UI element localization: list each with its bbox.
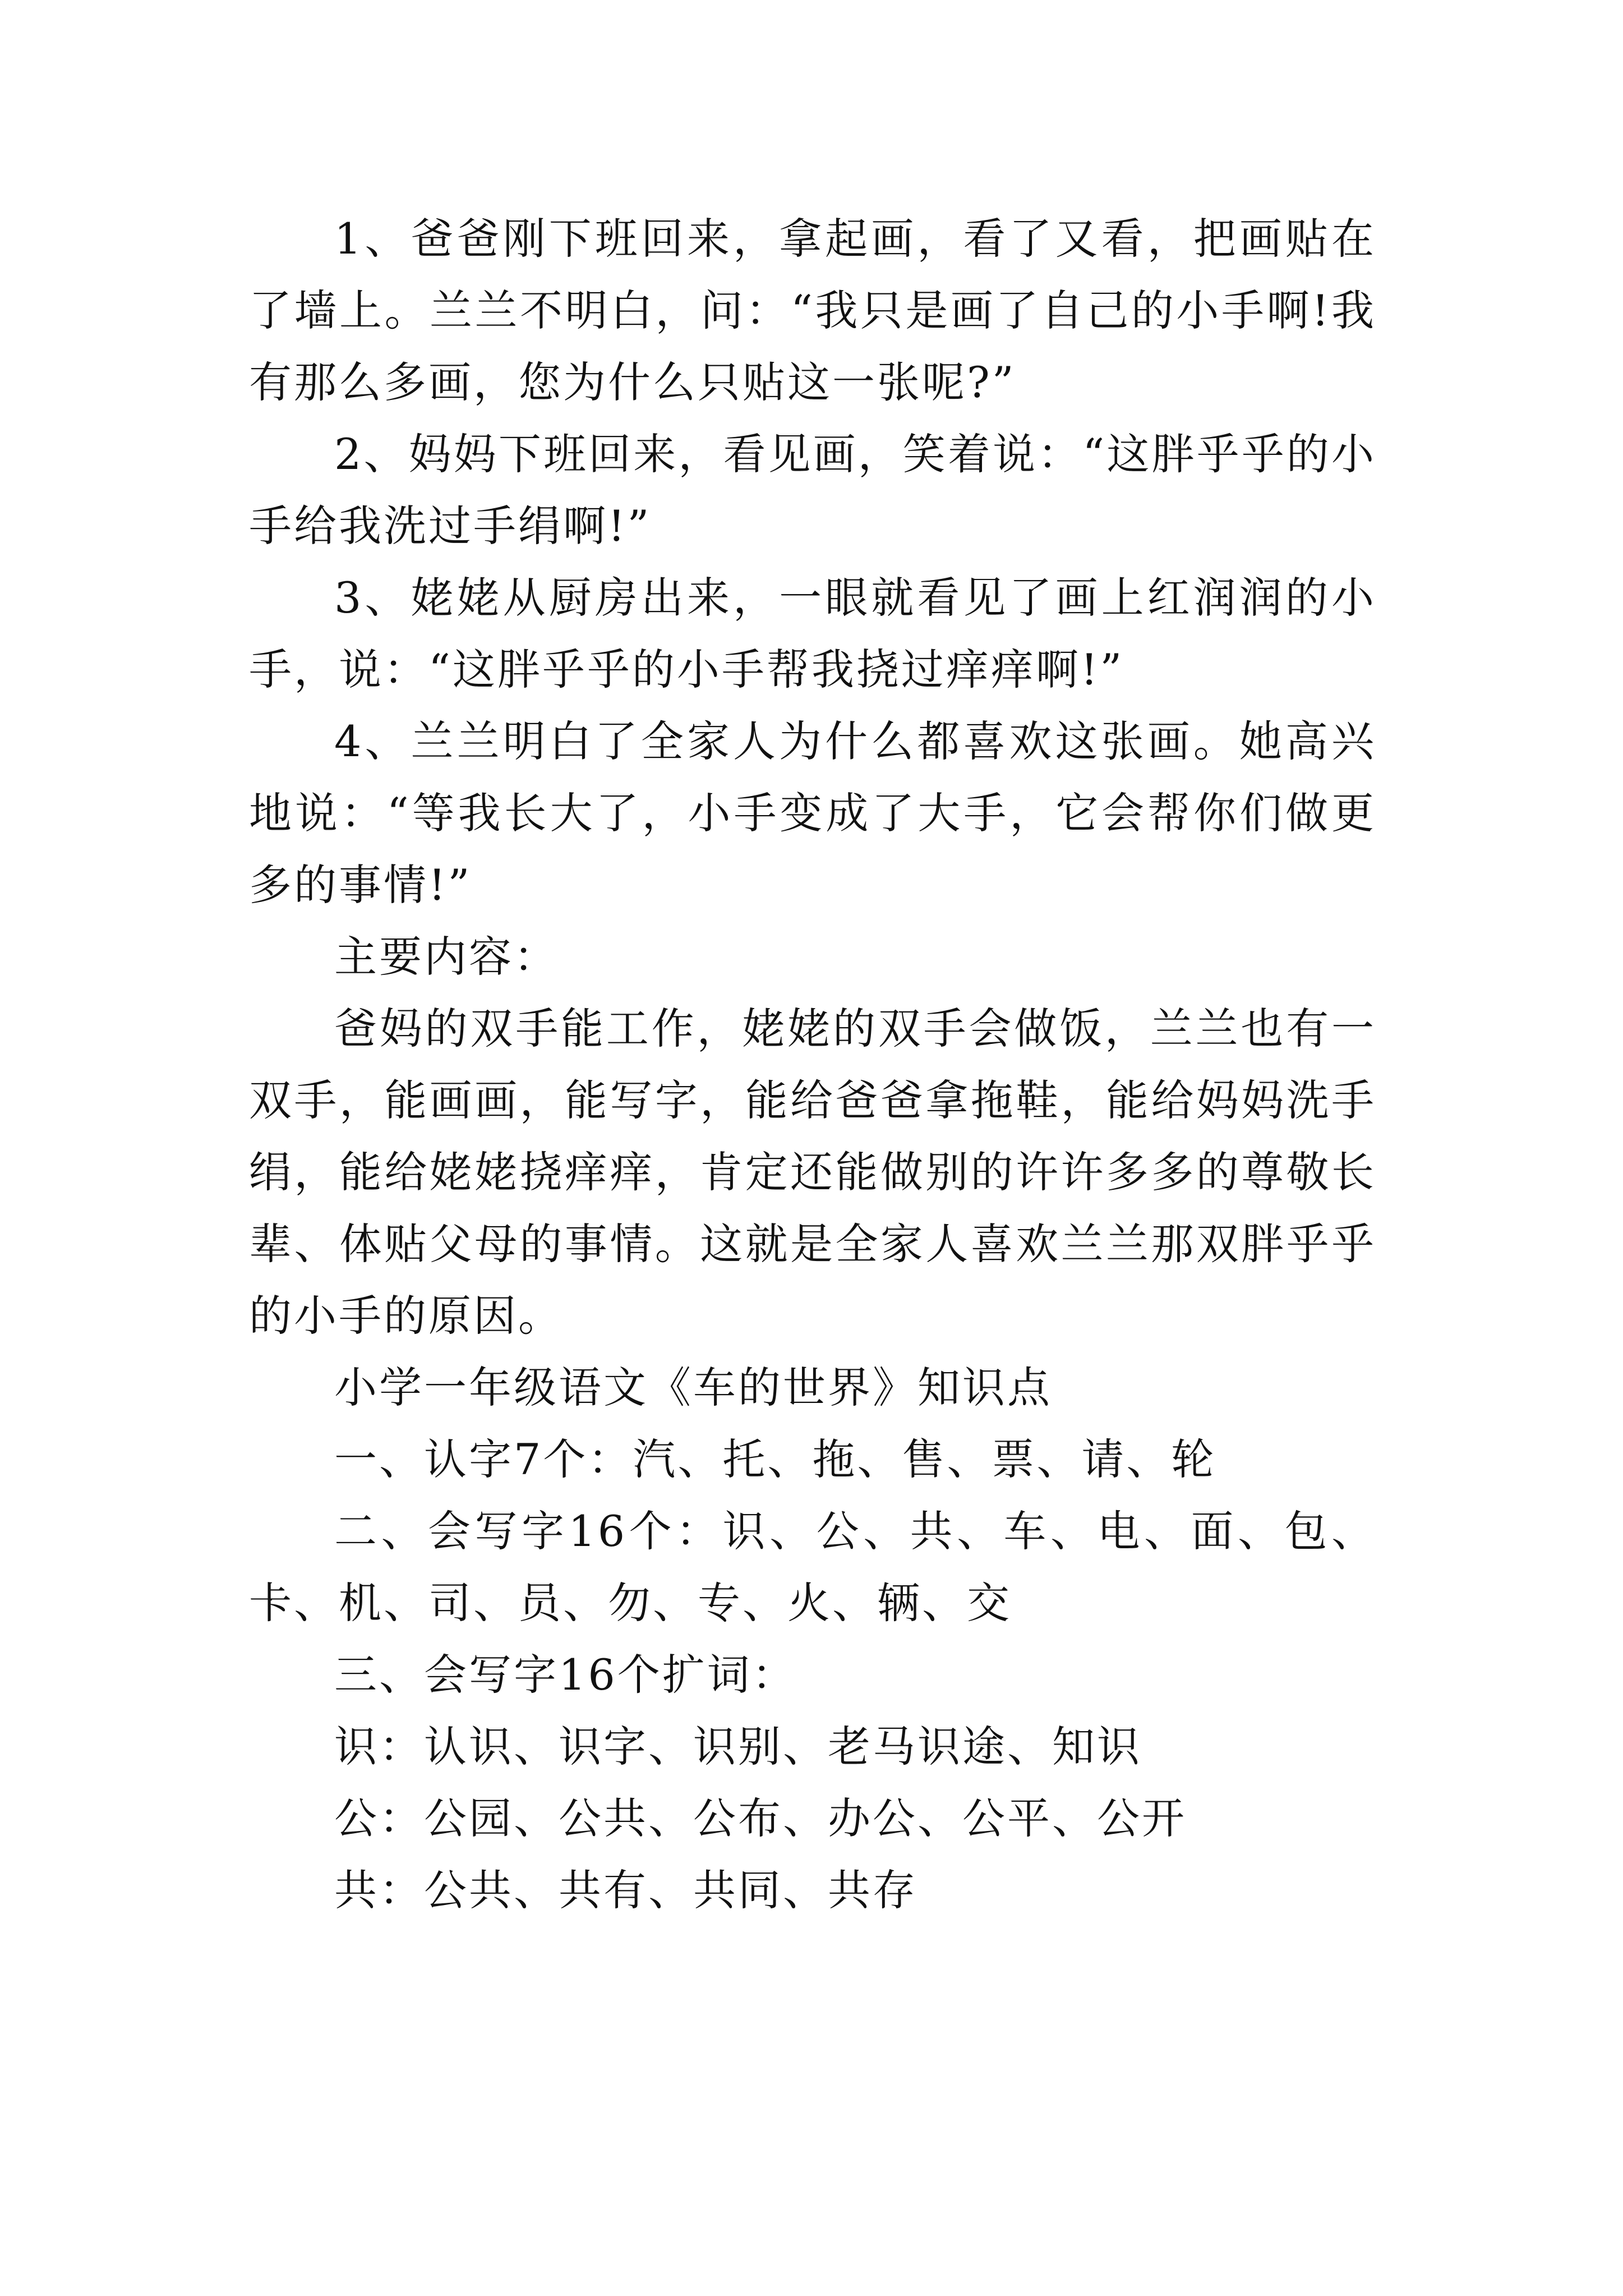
list-item-word-group: 识：认识、识字、识别、老马识途、知识 (334, 1722, 1142, 1772)
paragraph-write-characters: 二、会写字16个：识、公、共、车、电、面、包、卡、机、司、员、勿、专、火、辆、交 (249, 1506, 1376, 1628)
paragraph-story-step-2: 2、妈妈下班回来，看见画，笑着说：“这胖乎乎的小手给我洗过手绢啊!” (249, 429, 1376, 551)
paragraph-main-content: 爸妈的双手能工作，姥姥的双手会做饭，兰兰也有一双手，能画画，能写字，能给爸爸拿拖鞋，能给妈妈洗手绢，能给姥姥挠痒痒，肯定还能做别的许许多多的尊敬长辈、体贴父母的事情。这就是全家人喜欢兰兰那双胖乎乎的小手的原因。 (249, 1004, 1376, 1341)
list-item-word-group: 公：公园、公共、公布、办公、公平、公开 (334, 1793, 1187, 1843)
paragraph-story-step-3: 3、姥姥从厨房出来，一眼就看见了画上红润润的小手，说：“这胖乎乎的小手帮我挠过痒痒啊!” (249, 573, 1376, 694)
paragraph-story-step-4: 4、兰兰明白了全家人为什么都喜欢这张画。她高兴地说：“等我长大了，小手变成了大手，它会帮你们做更多的事情!” (249, 716, 1376, 910)
document-body (249, 203, 1376, 1926)
paragraph-recognize-characters: 一、认字7个：汽、托、拖、售、票、请、轮 (334, 1434, 1216, 1484)
heading-lesson-title: 小学一年级语文《车的世界》知识点 (334, 1363, 1052, 1412)
paragraph-story-step-1: 1、爸爸刚下班回来，拿起画，看了又看，把画贴在了墙上。兰兰不明白，问：“我只是画了自己的小手啊!我有那么多画，您为什么只贴这一张呢?” (249, 214, 1376, 407)
heading-main-content: 主要内容： (334, 932, 559, 982)
heading-word-extension: 三、会写字16个扩词： (334, 1650, 797, 1700)
list-item-word-group: 共：公共、共有、共同、共存 (334, 1865, 917, 1915)
